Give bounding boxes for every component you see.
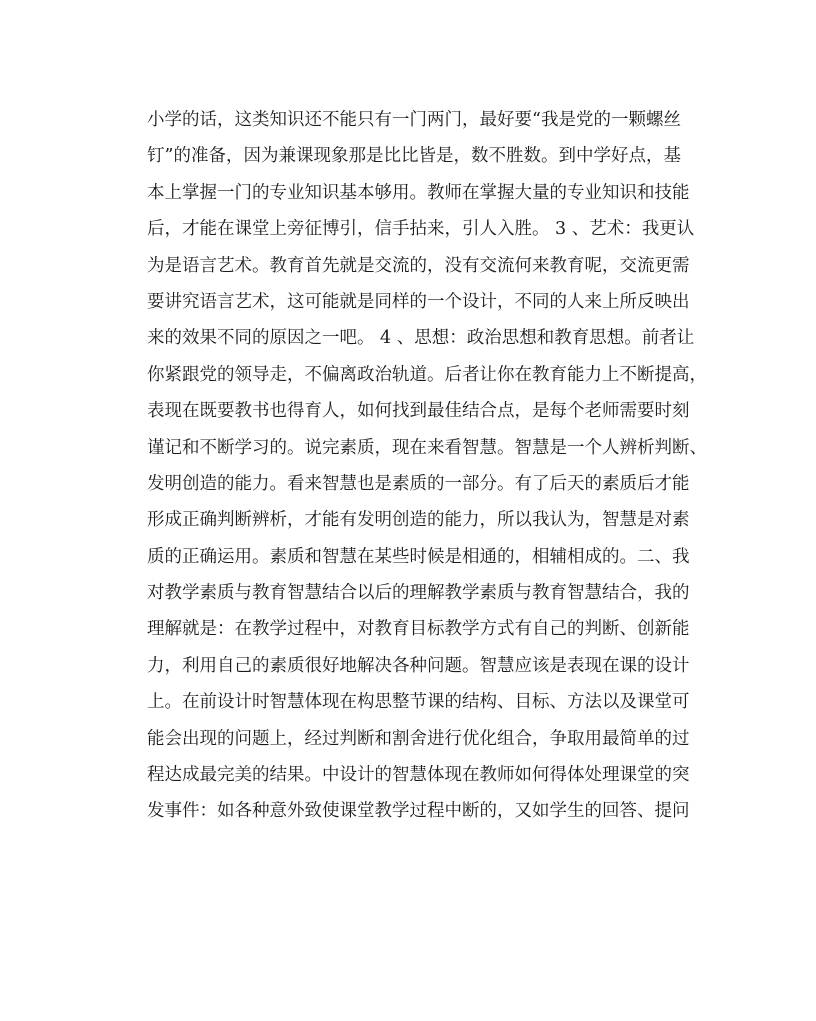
text-line: 对教学素质与教育智慧结合以后的理解教学素质与教育智慧结合，我的	[147, 583, 690, 604]
text-line: 理解就是：在教学过程中，对教育目标教学方式有自己的判断、创新能	[147, 619, 690, 640]
text-line: 后，才能在课堂上旁征博引，信手拈来，引人入胜。 3 、艺术：我更认	[147, 219, 695, 240]
body-text	[147, 102, 707, 830]
text-line: 质的正确运用。素质和智慧在某些时候是相通的，相辅相成的。二、我	[147, 546, 690, 567]
text-line: 小学的话，这类知识还不能只有一门两门，最好要“我是党的一颗螺丝	[147, 110, 681, 130]
text-line: 要讲究语言艺术，这可能就是同样的一个设计，不同的人来上所反映出	[147, 291, 690, 312]
text-line: 来的效果不同的原因之一吧。 4 、思想：政治思想和教育思想。前者让	[147, 328, 695, 349]
text-line: 本上掌握一门的专业知识基本够用。教师在掌握大量的专业知识和技能	[147, 182, 690, 203]
text-line: 力，利用自己的素质很好地解决各种问题。智慧应该是表现在课的设计	[147, 655, 690, 676]
text-line: 为是语言艺术。教育首先就是交流的，没有交流何来教育呢，交流更需	[147, 255, 690, 276]
text-line: 谨记和不断学习的。说完素质，现在来看智慧。智慧是一个人辨析判断、	[147, 437, 707, 458]
text-line: 钉”的准备，因为兼课现象那是比比皆是，数不胜数。到中学好点，基	[147, 146, 681, 167]
text-line: 上。在前设计时智慧体现在构思整节课的结构、目标、方法以及课堂可	[147, 692, 690, 713]
text-line: 表现在既要教书也得育人，如何找到最佳结合点，是每个老师需要时刻	[147, 401, 690, 422]
text-line: 能会出现的问题上，经过判断和割舍进行优化组合，争取用最简单的过	[147, 728, 690, 749]
text-line: 发事件：如各种意外致使课堂教学过程中断的，又如学生的回答、提问	[147, 801, 690, 822]
text-line: 你紧跟党的领导走，不偏离政治轨道。后者让你在教育能力上不断提高，	[147, 364, 707, 385]
text-line: 程达成最完美的结果。中设计的智慧体现在教师如何得体处理课堂的突	[147, 765, 690, 786]
text-line: 发明创造的能力。看来智慧也是素质的一部分。有了后天的素质后才能	[147, 473, 690, 494]
text-line: 形成正确判断辨析，才能有发明创造的能力，所以我认为，智慧是对素	[147, 510, 690, 531]
